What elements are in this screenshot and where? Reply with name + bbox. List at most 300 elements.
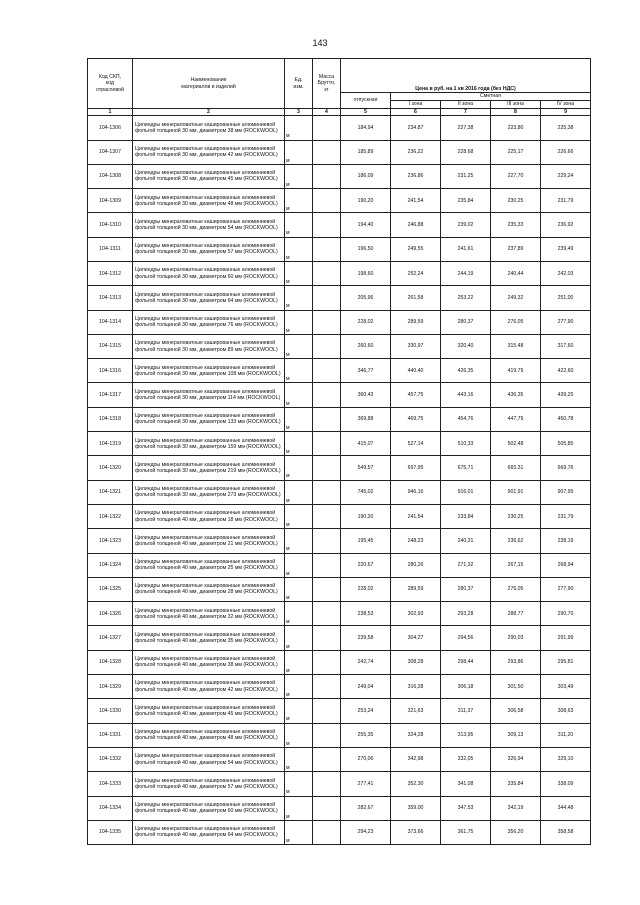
row-code: 104-1316 [88, 359, 133, 383]
row-name: Цилиндры минераловатные кашированные алюминиевой фольгой толщиной 30 мм, диаметром 89 мм (ROCKWOOL) [133, 334, 285, 358]
row-zone-2-price: 361,75 [441, 820, 491, 844]
row-release-price: 253,24 [341, 699, 391, 723]
row-zone-3-price: 227,70 [491, 164, 541, 188]
row-zone-3-price: 237,89 [491, 237, 541, 261]
row-mass [313, 529, 341, 553]
row-mass [313, 626, 341, 650]
row-unit: м [285, 164, 313, 188]
row-zone-3-price: 342,19 [491, 796, 541, 820]
row-release-price: 185,89 [341, 140, 391, 164]
row-zone-4-price: 242,03 [541, 261, 591, 285]
row-zone-4-price: 329,10 [541, 747, 591, 771]
row-zone-1-price: 302,93 [391, 602, 441, 626]
row-zone-2-price: 294,56 [441, 626, 491, 650]
row-release-price: 294,23 [341, 820, 391, 844]
row-zone-4-price: 303,49 [541, 675, 591, 699]
row-name: Цилиндры минераловатные кашированные алюминиевой фольгой толщиной 30 мм, диаметром 54 мм (ROCKWOOL) [133, 213, 285, 237]
row-mass [313, 577, 341, 601]
row-unit: м [285, 723, 313, 747]
row-mass [313, 407, 341, 431]
row-zone-3-price: 309,13 [491, 723, 541, 747]
row-zone-2-price: 306,18 [441, 675, 491, 699]
row-zone-1-price: 241,54 [391, 189, 441, 213]
row-code: 104-1333 [88, 772, 133, 796]
row-zone-1-price: 527,14 [391, 432, 441, 456]
row-name: Цилиндры минераловатные кашированные алюминиевой фольгой толщиной 40 мм, диаметром 57 мм (ROCKWOOL) [133, 772, 285, 796]
page-number: 143 [312, 38, 328, 48]
row-zone-3-price: 223,80 [491, 116, 541, 140]
row-zone-2-price: 298,44 [441, 650, 491, 674]
row-unit: м [285, 140, 313, 164]
row-zone-4-price: 907,95 [541, 480, 591, 504]
row-zone-3-price: 665,31 [491, 456, 541, 480]
table-row [88, 553, 591, 577]
row-zone-3-price: 301,50 [491, 675, 541, 699]
row-name: Цилиндры минераловатные кашированные алюминиевой фольгой толщиной 30 мм, диаметром 45 мм (ROCKWOOL) [133, 164, 285, 188]
table-row [88, 796, 591, 820]
row-zone-1-price: 289,59 [391, 310, 441, 334]
row-mass [313, 213, 341, 237]
row-name: Цилиндры минераловатные кашированные алюминиевой фольгой толщиной 40 мм, диаметром 38 мм (ROCKWOOL) [133, 650, 285, 674]
row-zone-2-price: 332,05 [441, 747, 491, 771]
row-zone-1-price: 248,23 [391, 529, 441, 553]
row-zone-2-price: 443,16 [441, 383, 491, 407]
row-mass [313, 383, 341, 407]
row-zone-3-price: 236,62 [491, 529, 541, 553]
row-unit: м [285, 504, 313, 528]
row-zone-2-price: 311,37 [441, 699, 491, 723]
row-zone-2-price: 510,33 [441, 432, 491, 456]
table-row [88, 577, 591, 601]
row-zone-3-price: 225,17 [491, 140, 541, 164]
row-code: 104-1306 [88, 116, 133, 140]
row-zone-1-price: 241,54 [391, 504, 441, 528]
table-row [88, 213, 591, 237]
row-mass [313, 747, 341, 771]
row-zone-1-price: 330,97 [391, 334, 441, 358]
row-zone-2-price: 313,95 [441, 723, 491, 747]
row-release-price: 277,41 [341, 772, 391, 796]
row-code: 104-1329 [88, 675, 133, 699]
header-release: отпускная [341, 93, 391, 109]
row-zone-2-price: 253,22 [441, 286, 491, 310]
table-row [88, 286, 591, 310]
row-name: Цилиндры минераловатные кашированные алюминиевой фольгой толщиной 30 мм, диаметром 48 мм (ROCKWOOL) [133, 189, 285, 213]
row-zone-3-price: 419,79 [491, 359, 541, 383]
column-number: 7 [441, 109, 491, 116]
row-zone-1-price: 697,95 [391, 456, 441, 480]
row-code: 104-1330 [88, 699, 133, 723]
row-name: Цилиндры минераловатные кашированные алюминиевой фольгой толщиной 30 мм, диаметром 114 мм (ROCKWOOL) [133, 383, 285, 407]
column-number: 3 [285, 109, 313, 116]
row-release-price: 270,06 [341, 747, 391, 771]
row-zone-1-price: 946,16 [391, 480, 441, 504]
row-zone-1-price: 252,24 [391, 261, 441, 285]
row-release-price: 196,50 [341, 237, 391, 261]
row-mass [313, 261, 341, 285]
row-code: 104-1331 [88, 723, 133, 747]
row-code: 104-1335 [88, 820, 133, 844]
row-unit: м [285, 796, 313, 820]
row-mass [313, 480, 341, 504]
row-release-price: 198,60 [341, 261, 391, 285]
row-name: Цилиндры минераловатные кашированные алюминиевой фольгой толщиной 30 мм, диаметром 64 мм (ROCKWOOL) [133, 286, 285, 310]
row-release-price: 415,07 [341, 432, 391, 456]
row-zone-2-price: 228,68 [441, 140, 491, 164]
row-zone-3-price: 356,20 [491, 820, 541, 844]
row-zone-1-price: 469,75 [391, 407, 441, 431]
row-zone-3-price: 235,33 [491, 213, 541, 237]
row-zone-1-price: 280,26 [391, 553, 441, 577]
row-zone-1-price: 261,58 [391, 286, 441, 310]
row-zone-4-price: 505,85 [541, 432, 591, 456]
row-unit: м [285, 675, 313, 699]
row-zone-4-price: 439,25 [541, 383, 591, 407]
row-zone-3-price: 276,05 [491, 310, 541, 334]
row-zone-1-price: 457,75 [391, 383, 441, 407]
row-release-price: 186,09 [341, 164, 391, 188]
table-row [88, 626, 591, 650]
row-code: 104-1311 [88, 237, 133, 261]
row-release-price: 369,88 [341, 407, 391, 431]
row-unit: м [285, 407, 313, 431]
table-row [88, 820, 591, 844]
row-zone-1-price: 359,00 [391, 796, 441, 820]
row-mass [313, 650, 341, 674]
row-zone-1-price: 234,87 [391, 116, 441, 140]
row-code: 104-1317 [88, 383, 133, 407]
row-zone-2-price: 426,35 [441, 359, 491, 383]
table-row [88, 334, 591, 358]
row-name: Цилиндры минераловатные кашированные алюминиевой фольгой толщиной 30 мм, диаметром 57 мм (ROCKWOOL) [133, 237, 285, 261]
row-zone-4-price: 239,49 [541, 237, 591, 261]
row-mass [313, 432, 341, 456]
row-unit: м [285, 383, 313, 407]
row-mass [313, 602, 341, 626]
row-code: 104-1320 [88, 456, 133, 480]
table-row [88, 432, 591, 456]
column-number: 5 [341, 109, 391, 116]
row-unit: м [285, 480, 313, 504]
table-row [88, 480, 591, 504]
row-name: Цилиндры минераловатные кашированные алюминиевой фольгой толщиной 40 мм, диаметром 64 мм (ROCKWOOL) [133, 820, 285, 844]
header-zone-4: IV зона [541, 101, 591, 109]
row-zone-1-price: 316,28 [391, 675, 441, 699]
row-mass [313, 796, 341, 820]
header-estimate: Сметная [391, 93, 591, 101]
row-name: Цилиндры минераловатные кашированные алюминиевой фольгой толщиной 30 мм, диаметром 159 мм (ROCKWOOL) [133, 432, 285, 456]
row-name: Цилиндры минераловатные кашированные алюминиевой фольгой толщиной 30 мм, диаметром 133 мм (ROCKWOOL) [133, 407, 285, 431]
row-zone-2-price: 239,02 [441, 213, 491, 237]
row-zone-1-price: 321,63 [391, 699, 441, 723]
row-zone-4-price: 311,20 [541, 723, 591, 747]
row-mass [313, 140, 341, 164]
row-zone-2-price: 280,37 [441, 577, 491, 601]
row-release-price: 242,74 [341, 650, 391, 674]
row-release-price: 228,02 [341, 310, 391, 334]
row-mass [313, 189, 341, 213]
header-price-group: Цена в руб. на 1 кв 2016 года (без НДС) [341, 59, 591, 93]
row-release-price: 282,67 [341, 796, 391, 820]
row-zone-4-price: 295,81 [541, 650, 591, 674]
row-unit: м [285, 553, 313, 577]
header-zone-1: I зона [391, 101, 441, 109]
row-name: Цилиндры минераловатные кашированные алюминиевой фольгой толщиной 30 мм, диаметром 219 мм (ROCKWOOL) [133, 456, 285, 480]
row-zone-2-price: 244,19 [441, 261, 491, 285]
row-unit: м [285, 286, 313, 310]
row-release-price: 228,02 [341, 577, 391, 601]
row-name: Цилиндры минераловатные кашированные алюминиевой фольгой толщиной 40 мм, диаметром 18 мм (ROCKWOOL) [133, 504, 285, 528]
row-name: Цилиндры минераловатные кашированные алюминиевой фольгой толщиной 40 мм, диаметром 25 мм (ROCKWOOL) [133, 553, 285, 577]
row-unit: м [285, 699, 313, 723]
row-zone-1-price: 352,30 [391, 772, 441, 796]
row-mass [313, 553, 341, 577]
row-release-price: 745,02 [341, 480, 391, 504]
row-name: Цилиндры минераловатные кашированные алюминиевой фольгой толщиной 30 мм, диаметром 76 мм (ROCKWOOL) [133, 310, 285, 334]
row-unit: м [285, 529, 313, 553]
table-row [88, 261, 591, 285]
row-zone-3-price: 293,86 [491, 650, 541, 674]
row-code: 104-1319 [88, 432, 133, 456]
row-code: 104-1324 [88, 553, 133, 577]
row-release-price: 249,04 [341, 675, 391, 699]
row-mass [313, 675, 341, 699]
row-zone-4-price: 277,90 [541, 310, 591, 334]
table-row [88, 772, 591, 796]
table-row [88, 116, 591, 140]
row-code: 104-1332 [88, 747, 133, 771]
row-zone-1-price: 249,55 [391, 237, 441, 261]
table-row [88, 529, 591, 553]
table-row [88, 504, 591, 528]
row-zone-4-price: 238,19 [541, 529, 591, 553]
row-zone-4-price: 225,38 [541, 116, 591, 140]
column-number: 8 [491, 109, 541, 116]
row-code: 104-1321 [88, 480, 133, 504]
row-unit: м [285, 116, 313, 140]
column-number: 1 [88, 109, 133, 116]
row-release-price: 549,57 [341, 456, 391, 480]
row-zone-4-price: 236,92 [541, 213, 591, 237]
row-unit: м [285, 626, 313, 650]
row-zone-4-price: 251,00 [541, 286, 591, 310]
row-zone-2-price: 231,25 [441, 164, 491, 188]
row-zone-1-price: 304,27 [391, 626, 441, 650]
row-zone-4-price: 422,60 [541, 359, 591, 383]
row-zone-4-price: 231,79 [541, 189, 591, 213]
row-zone-3-price: 436,35 [491, 383, 541, 407]
row-zone-4-price: 338,09 [541, 772, 591, 796]
row-zone-3-price: 502,48 [491, 432, 541, 456]
row-zone-4-price: 226,66 [541, 140, 591, 164]
row-unit: м [285, 237, 313, 261]
row-mass [313, 164, 341, 188]
row-code: 104-1327 [88, 626, 133, 650]
row-code: 104-1315 [88, 334, 133, 358]
row-unit: м [285, 310, 313, 334]
row-unit: м [285, 213, 313, 237]
row-code: 104-1307 [88, 140, 133, 164]
row-zone-1-price: 440,40 [391, 359, 441, 383]
row-zone-4-price: 358,58 [541, 820, 591, 844]
row-name: Цилиндры минераловатные кашированные алюминиевой фольгой толщиной 40 мм, диаметром 21 мм (ROCKWOOL) [133, 529, 285, 553]
row-release-price: 195,45 [341, 529, 391, 553]
row-zone-4-price: 308,63 [541, 699, 591, 723]
row-zone-3-price: 276,05 [491, 577, 541, 601]
row-zone-2-price: 240,31 [441, 529, 491, 553]
row-unit: м [285, 456, 313, 480]
row-mass [313, 504, 341, 528]
row-zone-1-price: 342,98 [391, 747, 441, 771]
row-code: 104-1312 [88, 261, 133, 285]
row-zone-1-price: 308,28 [391, 650, 441, 674]
row-zone-2-price: 675,71 [441, 456, 491, 480]
table-row [88, 140, 591, 164]
row-zone-1-price: 373,66 [391, 820, 441, 844]
price-table [87, 58, 591, 845]
row-name: Цилиндры минераловатные кашированные алюминиевой фольгой толщиной 40 мм, диаметром 32 мм (ROCKWOOL) [133, 602, 285, 626]
table-row [88, 456, 591, 480]
row-unit: м [285, 650, 313, 674]
row-release-price: 194,40 [341, 213, 391, 237]
row-zone-2-price: 227,38 [441, 116, 491, 140]
row-mass [313, 334, 341, 358]
row-mass [313, 772, 341, 796]
row-code: 104-1323 [88, 529, 133, 553]
row-unit: м [285, 820, 313, 844]
header-mass: Масса Брутто, кг [313, 59, 341, 109]
row-zone-3-price: 290,03 [491, 626, 541, 650]
row-zone-1-price: 324,28 [391, 723, 441, 747]
row-zone-4-price: 277,90 [541, 577, 591, 601]
row-zone-2-price: 235,84 [441, 189, 491, 213]
row-code: 104-1309 [88, 189, 133, 213]
row-release-price: 184,94 [341, 116, 391, 140]
column-number: 2 [133, 109, 285, 116]
row-unit: м [285, 189, 313, 213]
row-zone-2-price: 241,61 [441, 237, 491, 261]
row-release-price: 239,58 [341, 626, 391, 650]
row-release-price: 220,67 [341, 553, 391, 577]
row-code: 104-1314 [88, 310, 133, 334]
row-zone-3-price: 901,91 [491, 480, 541, 504]
row-name: Цилиндры минераловатные кашированные алюминиевой фольгой толщиной 30 мм, диаметром 38 мм (ROCKWOOL) [133, 116, 285, 140]
row-name: Цилиндры минераловатные кашированные алюминиевой фольгой толщиной 40 мм, диаметром 42 мм (ROCKWOOL) [133, 675, 285, 699]
row-mass [313, 237, 341, 261]
row-release-price: 360,43 [341, 383, 391, 407]
table-row [88, 310, 591, 334]
row-zone-4-price: 231,79 [541, 504, 591, 528]
table-row [88, 747, 591, 771]
row-name: Цилиндры минераловатные кашированные алюминиевой фольгой толщиной 40 мм, диаметром 45 мм (ROCKWOOL) [133, 699, 285, 723]
row-name: Цилиндры минераловатные кашированные алюминиевой фольгой толщиной 40 мм, диаметром 60 мм (ROCKWOOL) [133, 796, 285, 820]
row-unit: м [285, 602, 313, 626]
row-code: 104-1313 [88, 286, 133, 310]
row-code: 104-1334 [88, 796, 133, 820]
table-row [88, 723, 591, 747]
row-zone-1-price: 246,88 [391, 213, 441, 237]
row-mass [313, 116, 341, 140]
row-release-price: 190,20 [341, 504, 391, 528]
row-name: Цилиндры минераловатные кашированные алюминиевой фольгой толщиной 40 мм, диаметром 48 мм (ROCKWOOL) [133, 723, 285, 747]
row-zone-1-price: 289,59 [391, 577, 441, 601]
header-zone-3: III зона [491, 101, 541, 109]
row-zone-2-price: 916,01 [441, 480, 491, 504]
row-zone-4-price: 268,94 [541, 553, 591, 577]
row-zone-3-price: 267,15 [491, 553, 541, 577]
row-zone-3-price: 240,44 [491, 261, 541, 285]
row-zone-4-price: 291,99 [541, 626, 591, 650]
row-zone-3-price: 230,25 [491, 189, 541, 213]
row-code: 104-1308 [88, 164, 133, 188]
row-zone-1-price: 236,86 [391, 164, 441, 188]
row-name: Цилиндры минераловатные кашированные алюминиевой фольгой толщиной 30 мм, диаметром 42 мм (ROCKWOOL) [133, 140, 285, 164]
row-unit: м [285, 359, 313, 383]
row-zone-3-price: 288,77 [491, 602, 541, 626]
header-unit: Ед. изм. [285, 59, 313, 109]
row-unit: м [285, 432, 313, 456]
table-row [88, 164, 591, 188]
row-mass [313, 359, 341, 383]
row-release-price: 205,96 [341, 286, 391, 310]
row-mass [313, 456, 341, 480]
row-zone-3-price: 326,94 [491, 747, 541, 771]
table-row [88, 237, 591, 261]
row-zone-2-price: 320,40 [441, 334, 491, 358]
table-row [88, 407, 591, 431]
row-zone-4-price: 317,60 [541, 334, 591, 358]
row-name: Цилиндры минераловатные кашированные алюминиевой фольгой толщиной 40 мм, диаметром 35 мм (ROCKWOOL) [133, 626, 285, 650]
row-release-price: 238,53 [341, 602, 391, 626]
row-zone-4-price: 344,48 [541, 796, 591, 820]
row-zone-3-price: 306,58 [491, 699, 541, 723]
row-code: 104-1310 [88, 213, 133, 237]
table-row [88, 699, 591, 723]
table-row [88, 602, 591, 626]
row-name: Цилиндры минераловатные кашированные алюминиевой фольгой толщиной 30 мм, диаметром 273 мм (ROCKWOOL) [133, 480, 285, 504]
row-zone-2-price: 233,84 [441, 504, 491, 528]
row-mass [313, 820, 341, 844]
row-name: Цилиндры минераловатные кашированные алюминиевой фольгой толщиной 30 мм, диаметром 108 мм (ROCKWOOL) [133, 359, 285, 383]
row-zone-3-price: 230,25 [491, 504, 541, 528]
header-code: Код СКП, код отраслевой [88, 59, 133, 109]
table-row [88, 675, 591, 699]
row-zone-3-price: 335,84 [491, 772, 541, 796]
row-zone-4-price: 290,70 [541, 602, 591, 626]
table-row [88, 359, 591, 383]
row-zone-3-price: 249,32 [491, 286, 541, 310]
row-mass [313, 699, 341, 723]
row-unit: м [285, 334, 313, 358]
header-zone-2: II зона [441, 101, 491, 109]
table-row [88, 189, 591, 213]
column-number: 9 [541, 109, 591, 116]
column-number: 6 [391, 109, 441, 116]
row-zone-2-price: 271,32 [441, 553, 491, 577]
row-zone-2-price: 280,37 [441, 310, 491, 334]
row-code: 104-1325 [88, 577, 133, 601]
row-name: Цилиндры минераловатные кашированные алюминиевой фольгой толщиной 40 мм, диаметром 28 мм (ROCKWOOL) [133, 577, 285, 601]
row-unit: м [285, 747, 313, 771]
row-code: 104-1322 [88, 504, 133, 528]
table-row [88, 383, 591, 407]
row-zone-4-price: 450,78 [541, 407, 591, 431]
row-zone-1-price: 236,22 [391, 140, 441, 164]
table-row [88, 650, 591, 674]
row-release-price: 260,60 [341, 334, 391, 358]
row-zone-2-price: 454,76 [441, 407, 491, 431]
row-mass [313, 310, 341, 334]
